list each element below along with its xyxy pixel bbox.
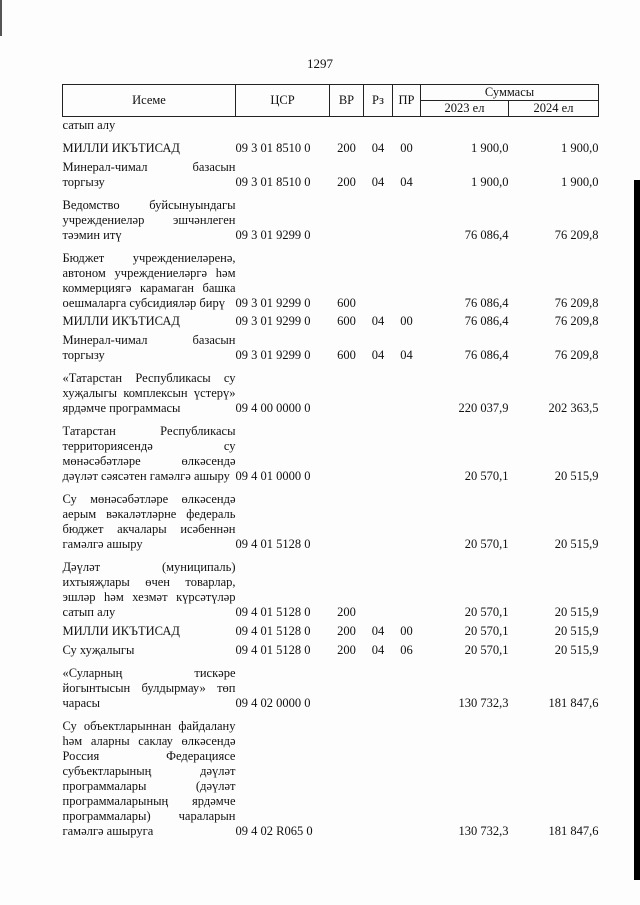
row-amount-2023: 1 900,0 xyxy=(471,141,509,155)
row-rz xyxy=(364,117,393,136)
row-rz: 04 xyxy=(371,314,385,328)
row-rz xyxy=(364,245,393,313)
row-amount-2024: 181 847,6 xyxy=(548,824,599,838)
row-csr: 09 4 02 0000 0 xyxy=(235,696,311,710)
row-pr xyxy=(393,713,421,841)
row-pr: 00 xyxy=(400,141,413,155)
header-rz: Рз xyxy=(364,85,393,117)
table-row xyxy=(63,158,599,192)
budget-table xyxy=(62,84,599,841)
row-amount-2023: 76 086,4 xyxy=(464,348,509,362)
table-header xyxy=(63,85,599,117)
row-name: сатып алу xyxy=(62,118,116,132)
row-name: Минерал-чимал базасын торгызу xyxy=(62,160,236,189)
row-vr: 200 xyxy=(337,605,356,619)
table-row xyxy=(63,245,599,313)
row-amount-2024: 20 515,9 xyxy=(554,469,599,483)
table-row xyxy=(63,365,599,418)
row-csr: 09 4 01 5128 0 xyxy=(235,537,311,551)
header-vr: ВР xyxy=(330,85,364,117)
row-vr xyxy=(330,486,364,554)
header-csr: ЦСР xyxy=(236,85,330,117)
row-pr xyxy=(393,192,421,245)
row-amount-2023: 20 570,1 xyxy=(464,537,509,551)
row-amount-2024: 1 900,0 xyxy=(561,175,599,189)
row-amount-2024: 76 209,8 xyxy=(554,228,599,242)
row-amount-2024: 181 847,6 xyxy=(548,696,599,710)
row-amount-2024 xyxy=(509,117,599,136)
row-name: МИЛЛИ ИКЪТИСАД xyxy=(62,314,180,328)
row-csr: 09 3 01 8510 0 xyxy=(235,141,311,155)
row-rz xyxy=(364,418,393,486)
row-amount-2023: 130 732,3 xyxy=(458,824,509,838)
row-csr: 09 4 00 0000 0 xyxy=(235,401,311,415)
row-rz xyxy=(364,660,393,713)
row-csr: 09 4 01 0000 0 xyxy=(235,469,311,483)
table-row xyxy=(63,554,599,622)
row-name: Су мөнәсәбәтләре өлкәсендә аерым вәкаләтләрне федераль бюджет акчалары исәбеннән гамәлгә ашыру xyxy=(62,492,236,551)
row-amount-2023: 20 570,1 xyxy=(464,605,509,619)
row-name: «Суларның тискәре йогынтысын булдырмау» төп чарасы xyxy=(62,666,236,710)
row-rz: 04 xyxy=(371,141,385,155)
page-number: 1297 xyxy=(307,56,333,71)
row-pr xyxy=(393,418,421,486)
row-csr xyxy=(236,117,330,136)
header-pr: ПР xyxy=(393,85,421,117)
row-vr xyxy=(330,418,364,486)
row-rz xyxy=(364,554,393,622)
scan-edge-bar xyxy=(634,180,640,880)
row-csr: 09 3 01 9299 0 xyxy=(235,228,311,242)
row-amount-2024: 20 515,9 xyxy=(554,624,599,638)
row-amount-2023: 76 086,4 xyxy=(464,228,509,242)
row-csr: 09 3 01 9299 0 xyxy=(235,314,311,328)
row-csr: 09 4 01 5128 0 xyxy=(235,605,311,619)
row-vr: 200 xyxy=(337,141,356,155)
row-name: Бюджет учреждениеләренә, автоном учреждениеләргә һәм коммерциягә карамаган башка оешмаларга субсидияләр бирү xyxy=(62,251,236,310)
row-csr: 09 4 01 5128 0 xyxy=(235,624,311,638)
row-pr: 04 xyxy=(400,175,413,189)
row-name: МИЛЛИ ИКЪТИСАД xyxy=(62,141,180,155)
row-vr: 200 xyxy=(337,624,356,638)
row-name: Дәүләт (муниципаль) ихтыяҗлары өчен товарлар, эшләр һәм хезмәт күрсәтүләр сатып алу xyxy=(62,560,236,619)
row-rz xyxy=(364,713,393,841)
table-row xyxy=(63,418,599,486)
row-vr: 600 xyxy=(337,348,356,362)
row-pr xyxy=(393,245,421,313)
row-amount-2023: 20 570,1 xyxy=(464,469,509,483)
row-amount-2024: 76 209,8 xyxy=(554,348,599,362)
table-row xyxy=(63,660,599,713)
row-name: Татарстан Республикасы территориясендә су мөнәсәбәтләре өлкәсендә дәүләт сәясәтен гамәлгә ашыру xyxy=(62,424,236,483)
row-pr: 04 xyxy=(400,348,413,362)
table-row xyxy=(63,135,599,158)
row-amount-2024: 76 209,8 xyxy=(554,296,599,310)
row-pr xyxy=(393,554,421,622)
table-row xyxy=(63,486,599,554)
row-csr: 09 4 02 R065 0 xyxy=(235,824,313,838)
table-row xyxy=(63,313,599,331)
table-row xyxy=(63,117,599,136)
row-amount-2024: 202 363,5 xyxy=(548,401,599,415)
row-pr xyxy=(393,117,421,136)
row-pr xyxy=(393,365,421,418)
row-amount-2023: 1 900,0 xyxy=(471,175,509,189)
row-amount-2024: 76 209,8 xyxy=(554,314,599,328)
row-vr: 200 xyxy=(337,643,356,657)
table-row xyxy=(63,331,599,365)
row-rz: 04 xyxy=(371,348,385,362)
row-pr: 06 xyxy=(400,643,413,657)
row-rz xyxy=(364,192,393,245)
row-pr: 00 xyxy=(400,624,413,638)
row-name: Су хуҗалыгы xyxy=(62,643,135,657)
row-name: Минерал-чимал базасын торгызу xyxy=(62,333,236,362)
row-name: Су объектларыннан файдалану һәм аларны саклау өлкәсендә Россия Федерациясе субъектларының дәүләт программалары (дәүләт программаларының ярдәмче программалары) чараларын гамәлгә ашыруга xyxy=(62,719,236,838)
row-rz xyxy=(364,486,393,554)
row-amount-2024: 1 900,0 xyxy=(561,141,599,155)
row-vr: 600 xyxy=(337,296,356,310)
row-vr xyxy=(330,365,364,418)
table-row xyxy=(63,622,599,641)
header-name: Исеме xyxy=(63,85,236,117)
row-csr: 09 3 01 9299 0 xyxy=(235,348,311,362)
row-rz xyxy=(364,365,393,418)
row-vr xyxy=(330,117,364,136)
table-row xyxy=(63,713,599,841)
header-year-2023: 2023 ел xyxy=(421,101,509,117)
header-year-2024: 2024 ел xyxy=(509,101,599,117)
row-pr xyxy=(393,486,421,554)
row-rz: 04 xyxy=(371,624,385,638)
row-amount-2023: 76 086,4 xyxy=(464,296,509,310)
row-amount-2023: 220 037,9 xyxy=(458,401,509,415)
row-amount-2023: 130 732,3 xyxy=(458,696,509,710)
row-name: Ведомство буйсынуындагы учреждениеләр эшчәнлеген тәэмин итү xyxy=(62,198,236,242)
row-pr xyxy=(393,660,421,713)
row-csr: 09 3 01 9299 0 xyxy=(235,296,311,310)
row-vr xyxy=(330,713,364,841)
row-amount-2023: 76 086,4 xyxy=(464,314,509,328)
row-amount-2024: 20 515,9 xyxy=(554,643,599,657)
row-name: «Татарстан Республикасы су хуҗалыгы комплексын үстерү» ярдәмче программасы xyxy=(62,371,236,415)
row-amount-2024: 20 515,9 xyxy=(554,537,599,551)
header-sums: Суммасы xyxy=(421,85,599,101)
row-csr: 09 3 01 8510 0 xyxy=(235,175,311,189)
table-body xyxy=(63,117,599,842)
row-vr: 600 xyxy=(337,314,356,328)
row-vr: 200 xyxy=(337,175,356,189)
table-row xyxy=(63,192,599,245)
row-amount-2023: 20 570,1 xyxy=(464,624,509,638)
row-rz: 04 xyxy=(371,643,385,657)
row-amount-2023 xyxy=(421,117,509,136)
row-vr xyxy=(330,192,364,245)
row-csr: 09 4 01 5128 0 xyxy=(235,643,311,657)
table-row xyxy=(63,641,599,660)
row-pr: 00 xyxy=(400,314,413,328)
row-amount-2023: 20 570,1 xyxy=(464,643,509,657)
scan-edge-mark xyxy=(0,0,2,36)
row-amount-2024: 20 515,9 xyxy=(554,605,599,619)
row-vr xyxy=(330,660,364,713)
row-name: МИЛЛИ ИКЪТИСАД xyxy=(62,624,180,638)
row-rz: 04 xyxy=(371,175,385,189)
